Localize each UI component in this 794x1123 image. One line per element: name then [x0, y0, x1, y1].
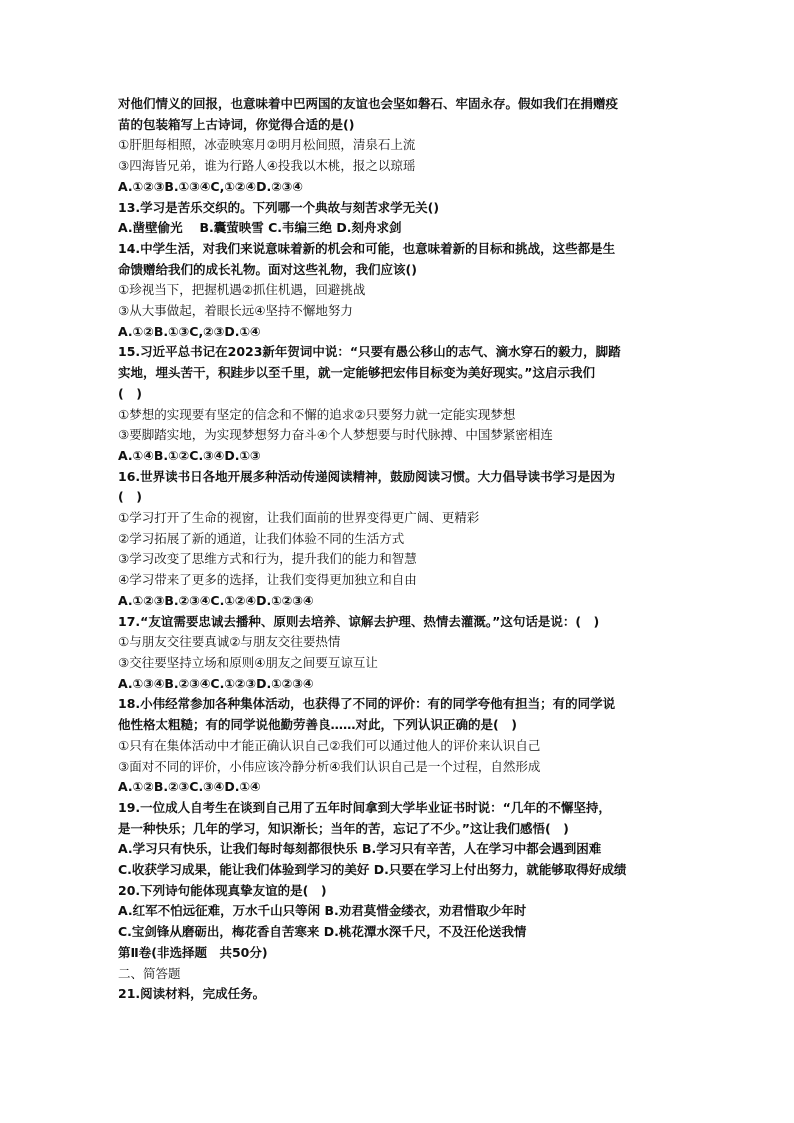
question-text-line: 17.“友谊需要忠诚去播种、原则去培养、谅解去护理、热情去灌溉。”这句话是说：( ) — [118, 613, 600, 629]
choice-statement-line: ①与朋友交往要真诚②与朋友交往要热情 — [118, 634, 341, 650]
answer-options-line: C.收获学习成果，能让我们体验到学习的美好 D.只要在学习上付出努力，就能够取得好成绩 — [118, 862, 627, 878]
question-text-line: 18.小伟经常参加各种集体活动，也获得了不同的评价：有的同学夸他有担当；有的同学说 — [118, 696, 616, 712]
question-text-line: 对他们情义的回报，也意味着中巴两国的友谊也会坚如磐石、牢固永存。假如我们在捐赠疫 — [118, 96, 619, 111]
question-text-line: 13.学习是苦乐交织的。下列哪一个典故与刻苦求学无关() — [118, 199, 440, 215]
answer-options-line: A.学习只有快乐，让我们每时每刻都很快乐 B.学习只有辛苦，人在学习中都会遇到困难 — [118, 841, 602, 857]
question-text-line: ( ) — [118, 385, 142, 401]
question-text-line: 14.中学生活，对我们来说意味着新的机会和可能，也意味着新的目标和挑战，这些都是生 — [118, 240, 616, 256]
question-text-line: 20.下列诗句能体现真挚友谊的是( ) — [118, 882, 327, 898]
choice-statement-line: ③从大事做起，着眼长远④坚持不懈地努力 — [118, 303, 353, 319]
answer-options-line: A.凿壁偷光 B.囊萤映雪 C.韦编三绝 D.刻舟求剑 — [118, 220, 402, 236]
answer-options-line: C.宝剑锋从磨砺出，梅花香自苦寒来 D.桃花潭水深千尺，不及汪伦送我情 — [118, 924, 527, 940]
choice-statement-line: ①肝胆每相照，冰壶映寒月②明月松间照，清泉石上流 — [118, 137, 416, 153]
question-text-line: 实地，埋头苦干，积跬步以至千里，就一定能够把宏伟目标变为美好现实。”这启示我们 — [118, 365, 595, 381]
question-text-line: 21.阅读材料，完成任务。 — [118, 986, 266, 1002]
choice-statement-line: ④学习带来了更多的选择，让我们变得更加独立和自由 — [118, 572, 417, 588]
document-body — [118, 94, 678, 1005]
answer-options-line: A.①②③B.①③④C,①②④D.②③④ — [118, 178, 303, 194]
choice-statement-line: ②学习拓展了新的通道，让我们体验不同的生活方式 — [118, 530, 405, 546]
question-text-line: 19.一位成人自考生在谈到自己用了五年时间拿到大学毕业证书时说：“几年的不懈坚持， — [118, 799, 611, 815]
choice-statement-line: ③四海皆兄弟，谁为行路人④投我以木桃，报之以琼瑶 — [118, 158, 416, 174]
answer-options-line: A.红军不怕远征难，万水千山只等闲 B.劝君莫惜金缕衣，劝君惜取少年时 — [118, 903, 527, 919]
choice-statement-line: ③交往要坚持立场和原则④朋友之间要互谅互让 — [118, 654, 378, 670]
choice-statement-line: ①只有在集体活动中才能正确认识自己②我们可以通过他人的评价来认识自己 — [118, 737, 541, 753]
question-text-line: 16.世界读书日各地开展多种活动传递阅读精神，鼓励阅读习惯。大力倡导读书学习是因为 — [118, 468, 616, 484]
choice-statement-line: 二、简答题 — [118, 965, 181, 981]
question-text-line: 他性格太粗糙；有的同学说他勤劳善良……对此，下列认识正确的是( ) — [118, 717, 517, 733]
question-text-line: 苗的包装箱写上古诗词，你觉得合适的是() — [118, 116, 355, 132]
question-text-line: ( ) — [118, 489, 142, 505]
question-text-line: 是一种快乐；几年的学习，知识渐长；当年的苦，忘记了不少。”这让我们感悟( ) — [118, 820, 569, 836]
choice-statement-line: ③学习改变了思维方式和行为，提升我们的能力和智慧 — [118, 551, 417, 567]
question-text-line: 15.习近平总书记在2023新年贺词中说：“只要有愚公移山的志气、滴水穿石的毅力，脚踏 — [118, 344, 621, 360]
answer-options-line: A.①③④B.②③④C.①②③D.①②③④ — [118, 675, 314, 691]
choice-statement-line: ①学习打开了生命的视窗，让我们面前的世界变得更广阔、更精彩 — [118, 510, 480, 526]
choice-statement-line: ①梦想的实现要有坚定的信念和不懈的追求②只要努力就一定能实现梦想 — [118, 406, 516, 422]
choice-statement-line: ③面对不同的评价，小伟应该冷静分析④我们认识自己是一个过程，自然形成 — [118, 758, 541, 774]
answer-options-line: A.①④B.①②C.③④D.①③ — [118, 447, 261, 463]
question-text-line: 命馈赠给我们的成长礼物。面对这些礼物，我们应该() — [118, 261, 417, 277]
answer-options-line: A.①②B.①③C,②③D.①④ — [118, 323, 261, 339]
question-text-line: 第Ⅱ卷(非选择题 共50分) — [118, 944, 268, 960]
choice-statement-line: ①珍视当下，把握机遇②抓住机遇，回避挑战 — [118, 282, 366, 298]
answer-options-line: A.①②③B.②③④C.①②④D.①②③④ — [118, 592, 314, 608]
choice-statement-line: ③要脚踏实地，为实现梦想努力奋斗④个人梦想要与时代脉搏、中国梦紧密相连 — [118, 427, 553, 443]
answer-options-line: A.①②B.②③C.③④D.①④ — [118, 779, 261, 795]
